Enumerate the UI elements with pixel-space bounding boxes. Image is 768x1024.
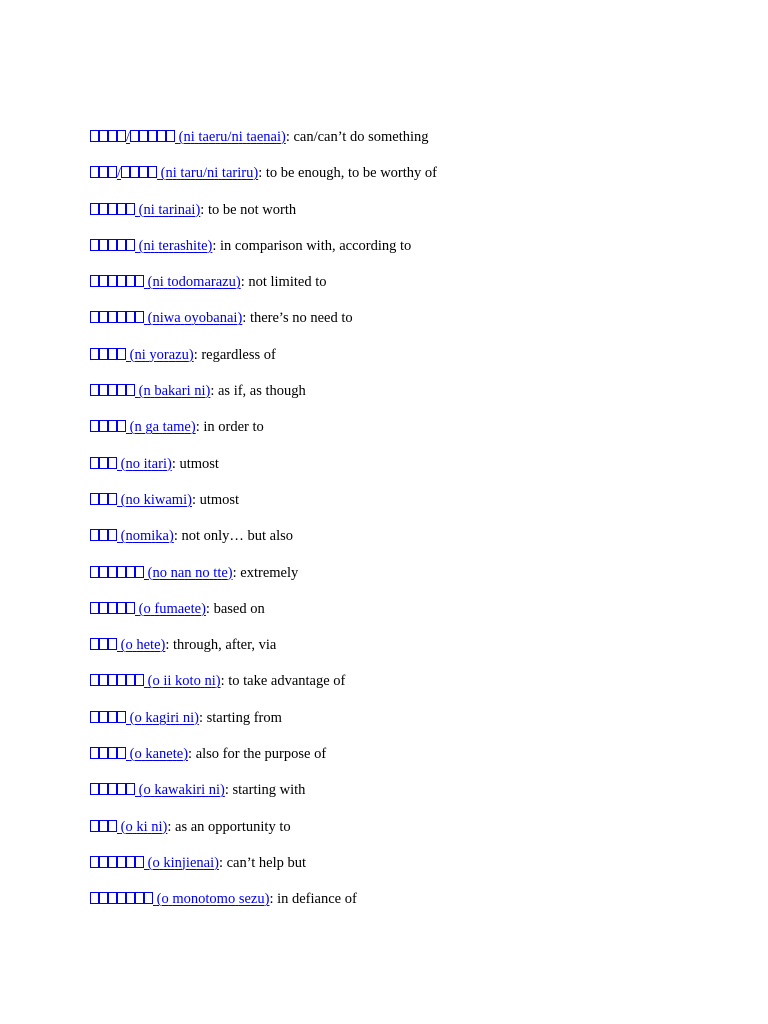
grammar-term-link[interactable]: (o ii koto ni) [90,673,221,689]
grammar-meaning: starting from [206,709,282,726]
grammar-meaning: utmost [199,491,240,508]
separator: : [167,818,176,835]
grammar-meaning: starting with [232,782,306,799]
grammar-meaning: in order to [203,419,264,436]
grammar-term-link[interactable]: (o fumaete) [90,601,206,617]
grammar-term-link[interactable]: (o kagiri ni) [90,710,199,726]
grammar-meaning: not limited to [248,274,327,291]
list-item [90,455,730,491]
list-item [90,237,730,273]
grammar-meaning: there’s no need to [249,310,353,327]
grammar-meaning: based on [213,600,265,617]
grammar-term-link[interactable]: (o monotomo sezu) [90,891,269,907]
separator: : [220,673,229,690]
list-item [90,418,730,454]
grammar-meaning: can’t help but [226,854,307,871]
separator: : [242,310,250,327]
grammar-meaning: to be enough, to be worthy of [265,165,437,182]
list-item [90,491,730,527]
list-item [90,818,730,854]
grammar-meaning: not only… but also [181,528,294,545]
grammar-term-link[interactable]: (o kinjienai) [90,855,219,871]
list-item [90,164,730,200]
list-item [90,890,730,926]
grammar-meaning: as if, as though [218,383,306,400]
separator: : [173,528,182,545]
grammar-meaning: in defiance of [277,891,357,908]
separator: : [218,854,227,871]
list-item [90,600,730,636]
separator: : [200,201,208,218]
grammar-term-link[interactable]: (n bakari ni) [90,383,210,399]
grammar-meaning: extremely [240,564,299,581]
grammar-meaning: can/can’t do something [293,129,429,145]
separator: : [269,891,278,908]
separator: : [165,637,173,654]
grammar-meaning: to be not worth [207,201,297,218]
separator: : [232,564,241,581]
separator: : [285,129,294,145]
list-item [90,745,730,781]
list-item [90,527,730,563]
separator: : [212,237,221,254]
grammar-term-link[interactable]: (no nan no tte) [90,565,233,581]
grammar-term-link[interactable]: (o ki ni) [90,819,167,835]
grammar-meaning: to take advantage of [228,673,346,690]
separator: : [205,600,214,617]
list-item [90,346,730,382]
list-item [90,382,730,418]
separator: : [188,746,196,763]
grammar-term-link[interactable]: (ni yorazu) [90,347,194,363]
separator: : [210,383,218,400]
separator: : [240,274,249,291]
list-item [90,672,730,708]
separator: : [171,455,180,472]
grammar-term-link[interactable]: (niwa oyobanai) [90,310,242,326]
list-item [90,564,730,600]
grammar-entry-list [90,128,730,927]
grammar-meaning: also for the purpose of [195,746,327,763]
list-item [90,781,730,817]
grammar-term-link[interactable]: / (ni taru/ni tariru) [90,165,258,181]
grammar-term-link[interactable]: (o hete) [90,637,165,653]
separator: : [198,709,207,726]
list-item [90,201,730,237]
grammar-term-link[interactable]: (ni todomarazu) [90,274,241,290]
list-item [90,709,730,745]
grammar-term-link[interactable]: (nomika) [90,528,174,544]
grammar-term-link[interactable]: (o kanete) [90,746,188,762]
grammar-meaning: through, after, via [173,637,277,654]
grammar-term-link[interactable]: (no kiwami) [90,492,192,508]
grammar-meaning: utmost [179,455,219,472]
separator: : [195,419,204,436]
separator: : [224,782,233,799]
grammar-term-link[interactable]: (ni tarinai) [90,202,200,218]
list-item [90,636,730,672]
separator: : [258,165,266,182]
grammar-term-link[interactable]: (no itari) [90,456,172,472]
grammar-meaning: in comparison with, according to [220,237,412,254]
separator: : [191,491,200,508]
grammar-term-link[interactable]: / (ni taeru/ni taenai) [90,129,286,145]
grammar-term-link[interactable]: (o kawakiri ni) [90,782,225,798]
list-item [90,128,730,164]
list-item [90,273,730,309]
grammar-term-link[interactable]: (n ga tame) [90,419,196,435]
list-item [90,309,730,345]
list-item [90,854,730,890]
grammar-term-link[interactable]: (ni terashite) [90,238,212,254]
grammar-meaning: regardless of [201,346,276,363]
separator: : [193,346,202,363]
grammar-meaning: as an opportunity to [175,818,291,835]
